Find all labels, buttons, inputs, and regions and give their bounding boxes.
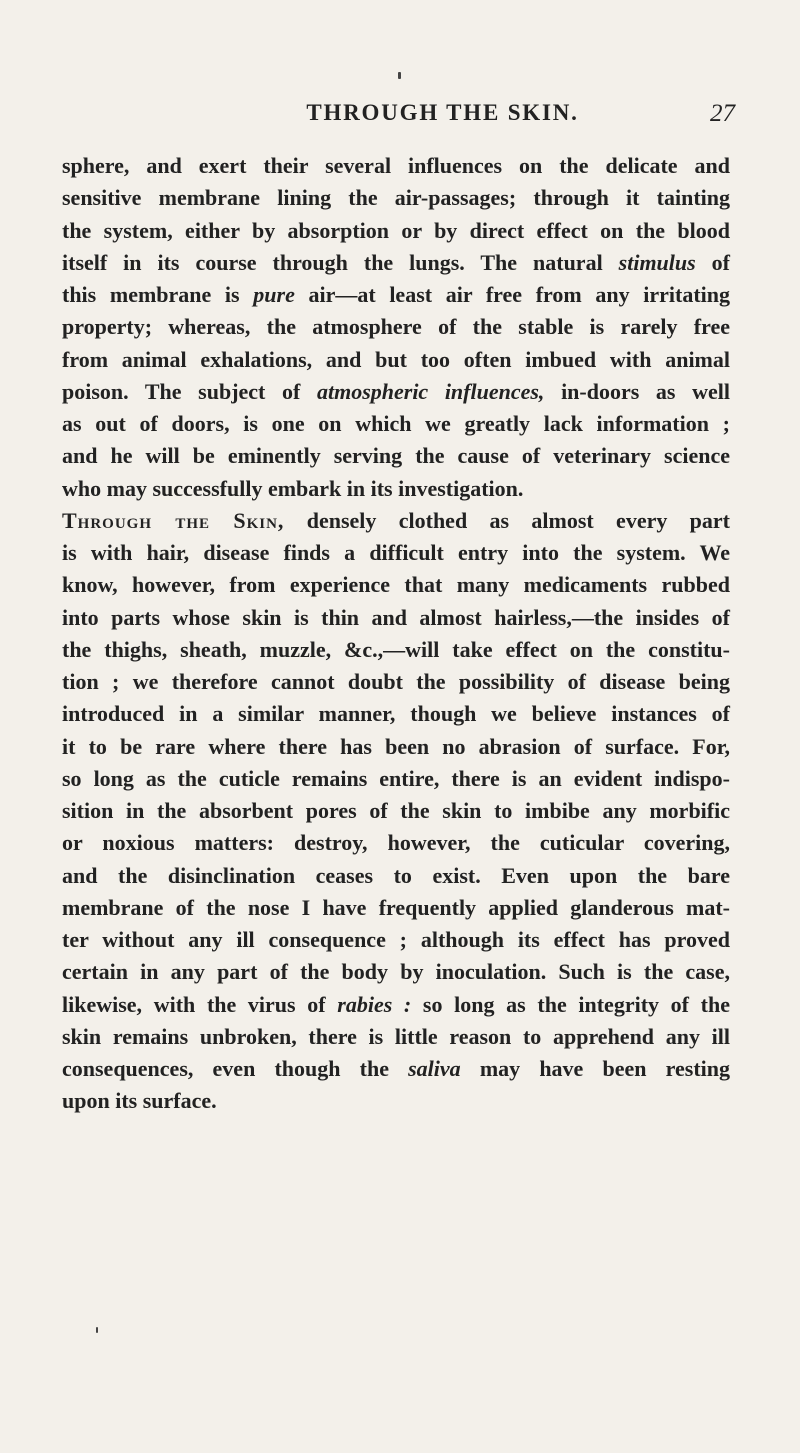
text-line	[62, 698, 730, 730]
text-run: pure	[253, 282, 295, 307]
text-run: sition in the absorbent pores of the skin to imbibe any morbific	[62, 798, 730, 823]
text-run: of	[695, 249, 730, 275]
text-run: densely clothed as almost every part	[284, 507, 730, 533]
text-run: tion ; we therefore cannot doubt the possibility of disease being	[62, 669, 730, 694]
text-line	[62, 150, 730, 182]
text-run: so long as the integrity of the	[411, 991, 731, 1017]
text-line	[62, 1085, 730, 1117]
text-line	[62, 860, 730, 892]
text-line	[62, 182, 730, 214]
text-run: air—at least air free from any irritating	[294, 282, 731, 307]
text-run: it to be rare where there has been no abrasion of surface. For,	[62, 733, 730, 759]
text-line	[62, 1053, 730, 1085]
text-run: so long as the cuticle remains entire, there is an evident indispo-	[62, 765, 730, 791]
text-line	[62, 892, 730, 924]
text-run: may have been resting	[460, 1056, 730, 1081]
text-line	[62, 215, 730, 247]
text-run: from animal exhalations, and but too often imbued with animal	[62, 346, 730, 372]
text-run: ter without any ill consequence ; although its effect has proved	[62, 927, 730, 952]
text-run: property; whereas, the atmosphere of the stable is rarely free	[62, 314, 730, 340]
text-run: know, however, from experience that many medicaments rubbed	[62, 572, 730, 598]
text-run: likewise, with the virus of	[62, 991, 338, 1017]
body-text	[62, 150, 730, 1118]
text-run: into parts whose skin is thin and almost hairless,—the insides of	[62, 604, 730, 630]
section-heading: Through the Skin,	[62, 507, 285, 533]
running-title: THROUGH THE SKIN.	[306, 100, 579, 125]
text-run: or noxious matters: destroy, however, the cuticular covering,	[62, 830, 730, 856]
text-run: membrane of the nose I have frequently applied glanderous mat-	[62, 894, 730, 920]
text-line	[62, 311, 730, 343]
text-line	[62, 1021, 730, 1053]
text-line	[62, 344, 730, 376]
text-run: introduced in a similar manner, though we believe instances of	[62, 701, 730, 727]
text-run: consequences, even though the	[62, 1056, 409, 1081]
text-line	[62, 247, 730, 279]
text-run: and the disinclination ceases to exist. Even upon the bare	[62, 862, 730, 888]
text-run: poison. The subject of	[62, 378, 317, 404]
text-run: the system, either by absorption or by direct effect on the blood	[62, 217, 730, 243]
text-line	[62, 279, 730, 311]
text-run: as out of doors, is one on which we greatly lack information ;	[62, 411, 730, 436]
text-run: itself in its course through the lungs. The natural	[62, 249, 619, 275]
text-run: skin remains unbroken, there is little reason to apprehend any ill	[62, 1023, 730, 1049]
ink-speck	[96, 1327, 98, 1333]
text-line	[62, 827, 730, 859]
text-line	[62, 666, 730, 698]
ink-speck	[398, 72, 401, 79]
text-run: sensitive membrane lining the air-passages; through it tainting	[62, 185, 730, 211]
text-line	[62, 440, 730, 472]
text-run: atmospheric influences,	[316, 378, 545, 404]
text-line	[62, 731, 730, 763]
text-run: upon its surface.	[62, 1088, 217, 1114]
page-header	[150, 100, 735, 140]
text-line	[62, 376, 730, 408]
text-line	[62, 634, 730, 666]
text-run: sphere, and exert their several influences on the delicate and	[62, 153, 730, 178]
text-run: rabies :	[337, 991, 412, 1017]
text-line	[62, 924, 730, 956]
text-run: certain in any part of the body by inoculation. Such is the case,	[62, 959, 730, 985]
text-run: in-doors as well	[544, 378, 730, 404]
text-run: and he will be eminently serving the cause of veterinary science	[62, 443, 730, 469]
text-line	[62, 956, 730, 988]
text-run: is with hair, disease finds a difficult entry into the system. We	[62, 540, 730, 565]
page-number: 27	[710, 100, 735, 127]
text-run: this membrane is	[62, 282, 254, 307]
text-line	[62, 795, 730, 827]
text-line	[62, 505, 730, 537]
text-line	[62, 763, 730, 795]
text-line	[62, 602, 730, 634]
text-line	[62, 473, 730, 505]
text-line	[62, 537, 730, 569]
text-line	[62, 989, 730, 1021]
text-run: saliva	[408, 1056, 461, 1081]
text-run: who may successfully embark in its investigation.	[62, 475, 524, 501]
text-run: the thighs, sheath, muzzle, &c.,—will take effect on the constitu-	[62, 636, 730, 662]
text-line	[62, 408, 730, 440]
text-line	[62, 569, 730, 601]
text-run: stimulus	[618, 249, 696, 275]
